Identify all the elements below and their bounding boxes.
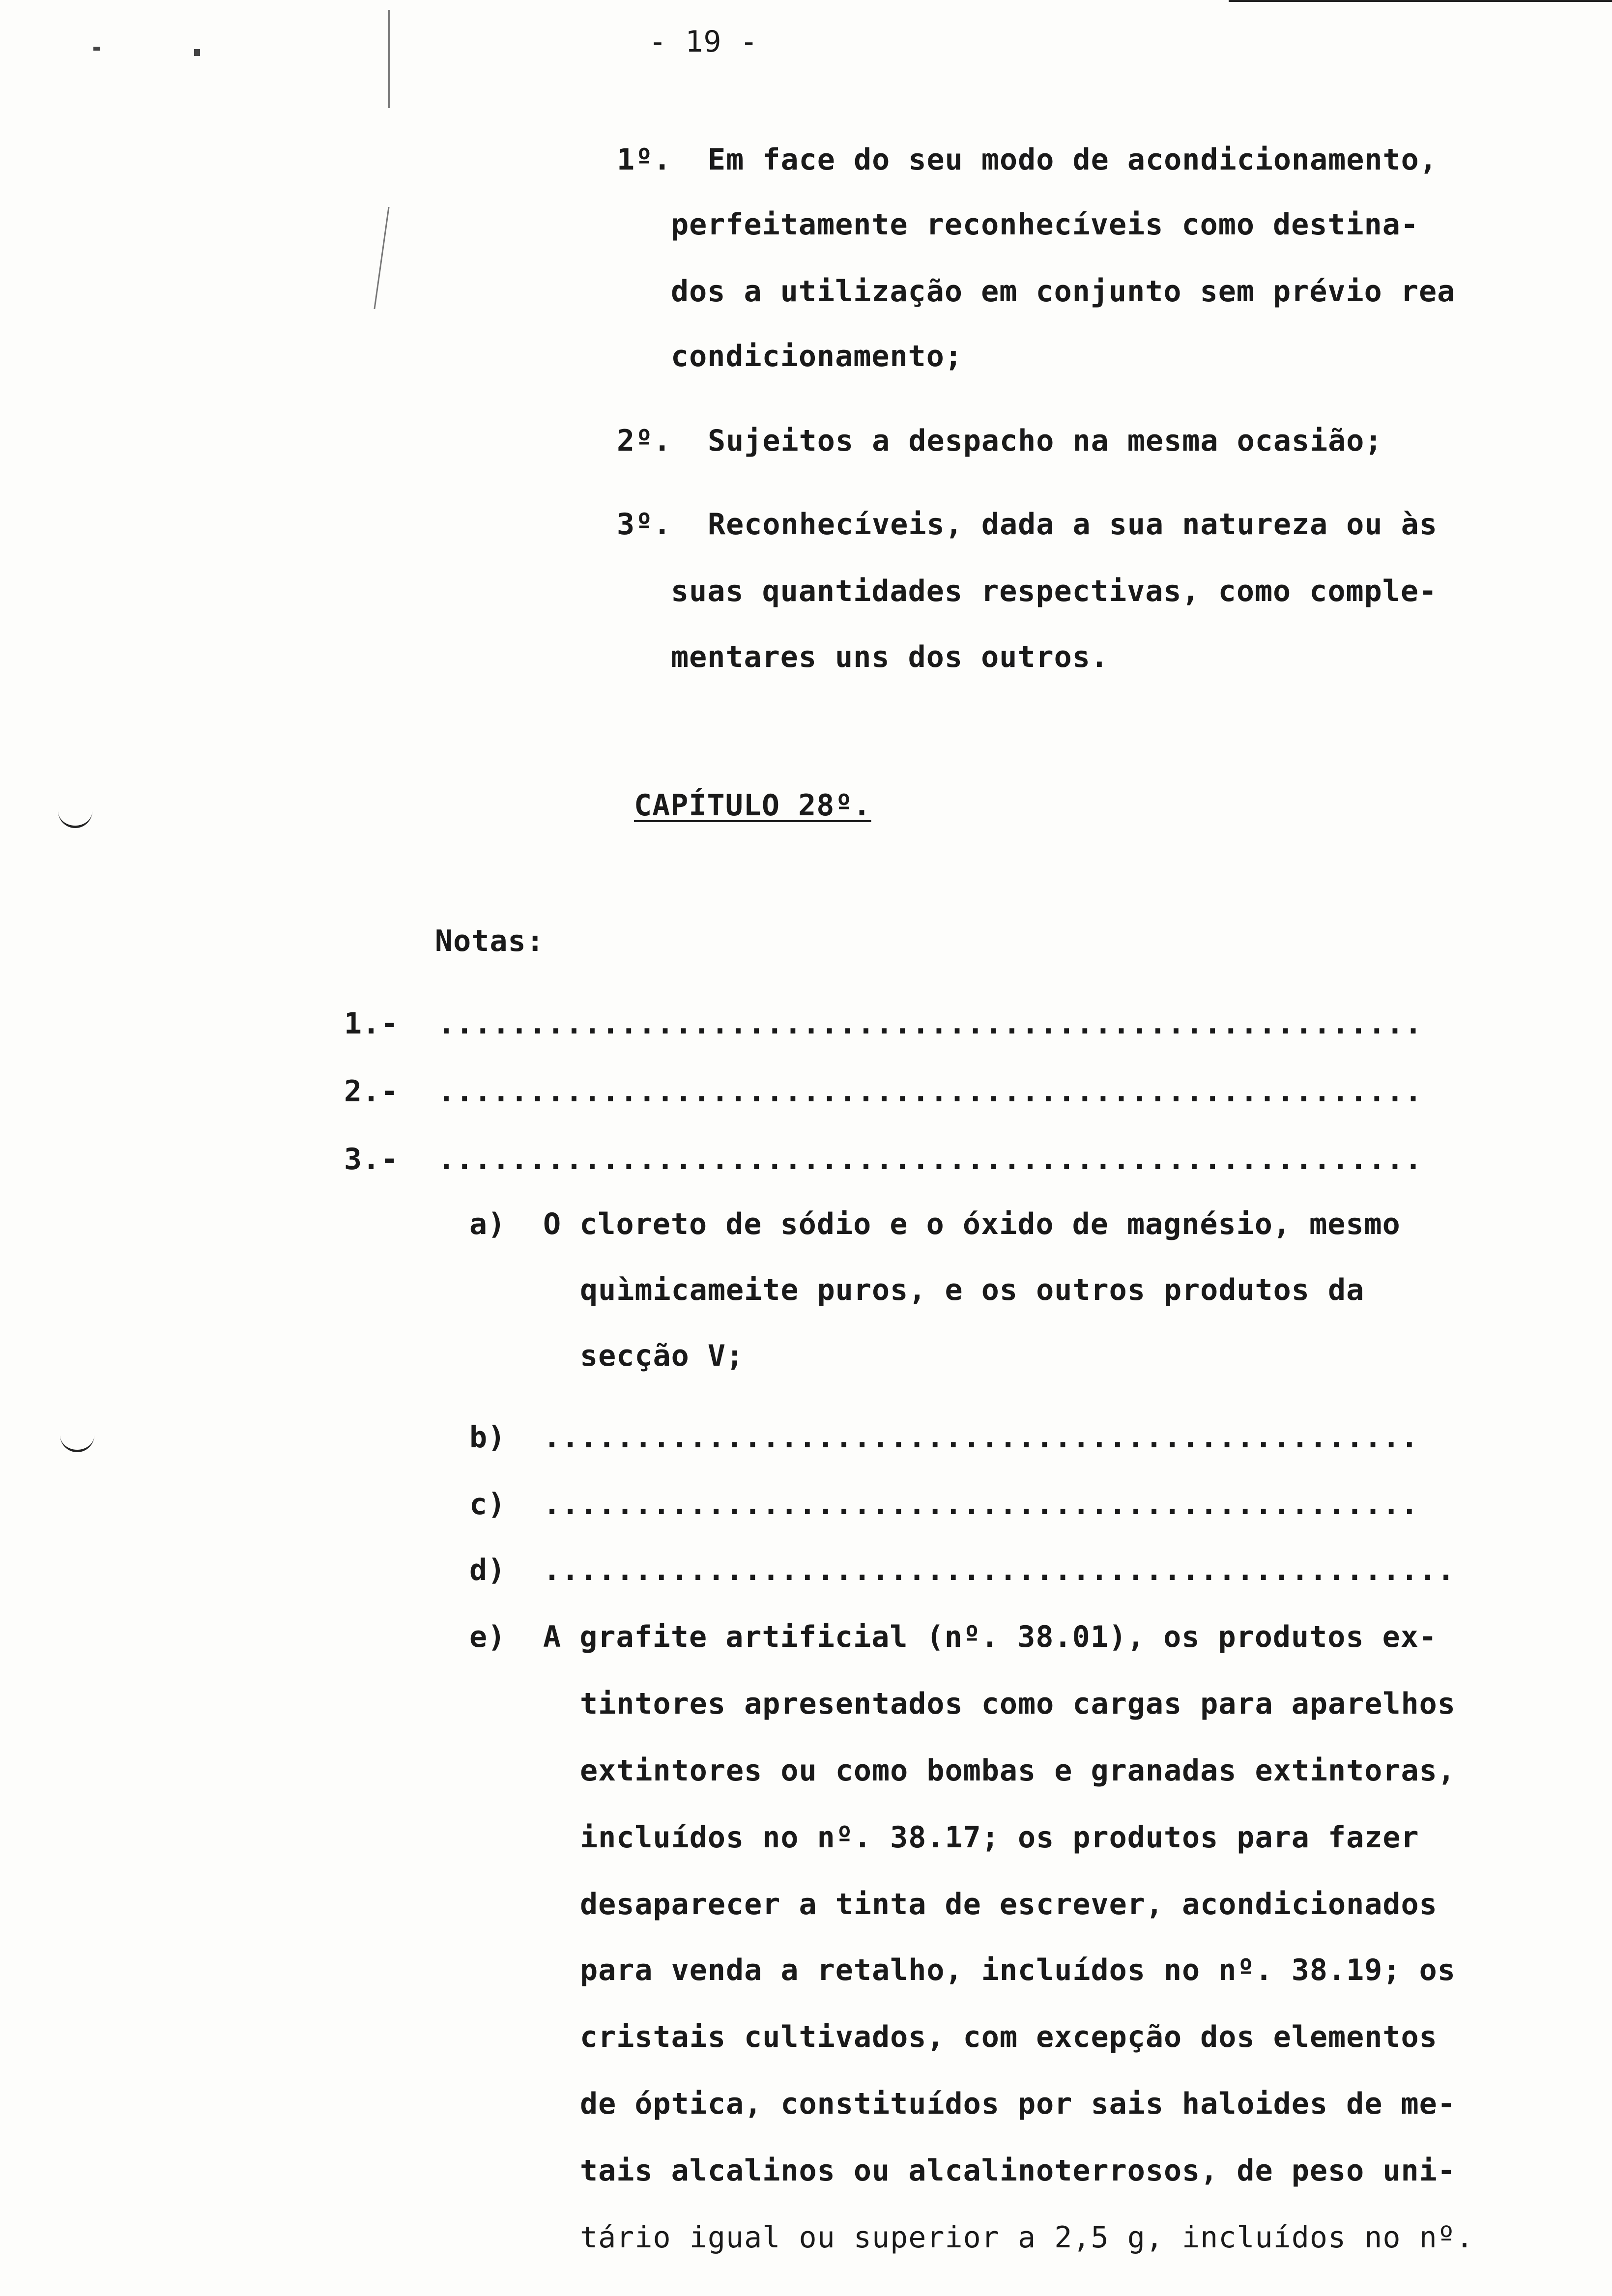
- sub-item-line: tais alcalinos ou alcalinoterrosos, de peso uni-: [580, 2153, 1456, 2188]
- sub-item-line: cristais cultivados, com excepção dos elementos: [580, 2020, 1438, 2054]
- sub-item-letter: d): [469, 1553, 506, 1587]
- note-number: 1.-: [344, 1006, 399, 1041]
- page-number: - 19 -: [649, 25, 758, 59]
- list-item-line: mentares uns dos outros.: [671, 640, 1109, 674]
- sub-item-line: para venda a retalho, incluídos no nº. 38.19; os: [580, 1953, 1456, 1987]
- sub-item-letter: a): [469, 1207, 506, 1241]
- list-item-line: perfeitamente reconhecíveis como destina-: [671, 207, 1419, 242]
- sub-item-letter: c): [469, 1487, 506, 1521]
- notes-label: Notas:: [435, 924, 545, 958]
- punch-hole-mark: [58, 806, 92, 828]
- list-item-line: suas quantidades respectivas, como comple-: [671, 574, 1438, 608]
- top-edge-rule: [1229, 0, 1612, 2]
- sub-item-placeholder: ................................................: [543, 1487, 1419, 1521]
- list-item-line: dos a utilização em conjunto sem prévio rea: [671, 274, 1456, 309]
- corner-mark: [194, 49, 200, 56]
- note-number: 2.-: [344, 1074, 399, 1109]
- sub-item-line: tintores apresentados como cargas para aparelhos: [580, 1687, 1456, 1721]
- note-placeholder: ......................................................: [437, 1074, 1423, 1109]
- list-item-line: Reconhecíveis, dada a sua natureza ou às: [708, 507, 1438, 542]
- list-number: 3º.: [617, 507, 672, 542]
- margin-stroke: [374, 207, 389, 309]
- sub-item-letter: b): [469, 1420, 506, 1455]
- sub-item-line: desaparecer a tinta de escrever, acondicionados: [580, 1887, 1438, 1922]
- margin-stroke: [388, 10, 390, 108]
- note-placeholder: ......................................................: [437, 1006, 1423, 1041]
- sub-item-line: secção V;: [580, 1339, 745, 1373]
- sub-item-placeholder: ..................................................: [543, 1553, 1456, 1587]
- corner-mark: [93, 47, 100, 51]
- note-placeholder: ......................................................: [437, 1142, 1423, 1177]
- note-number: 3.-: [344, 1142, 399, 1177]
- sub-item-line: A grafite artificial (nº. 38.01), os produtos ex-: [543, 1620, 1438, 1654]
- sub-item-letter: e): [469, 1620, 506, 1654]
- list-item-line: condicionamento;: [671, 339, 963, 373]
- sub-item-placeholder: ................................................: [543, 1420, 1419, 1455]
- sub-item-line: O cloreto de sódio e o óxido de magnésio, mesmo: [543, 1207, 1401, 1241]
- sub-item-line: incluídos no nº. 38.17; os produtos para fazer: [580, 1820, 1419, 1855]
- sub-item-line: de óptica, constituídos por sais haloides de me-: [580, 2087, 1456, 2121]
- list-item-line: Em face do seu modo de acondicionamento,: [708, 143, 1438, 177]
- list-item-line: Sujeitos a despacho na mesma ocasião;: [708, 424, 1383, 458]
- sub-item-line: quìmicameite puros, e os outros produtos da: [580, 1273, 1365, 1307]
- list-number: 2º.: [617, 424, 672, 458]
- list-number: 1º.: [617, 143, 672, 177]
- chapter-title: CAPÍTULO 28º.: [634, 788, 871, 823]
- sub-item-line: tário igual ou superior a 2,5 g, incluídos no nº.: [580, 2220, 1474, 2255]
- punch-hole-mark: [60, 1430, 94, 1452]
- sub-item-line: extintores ou como bombas e granadas extintoras,: [580, 1753, 1456, 1788]
